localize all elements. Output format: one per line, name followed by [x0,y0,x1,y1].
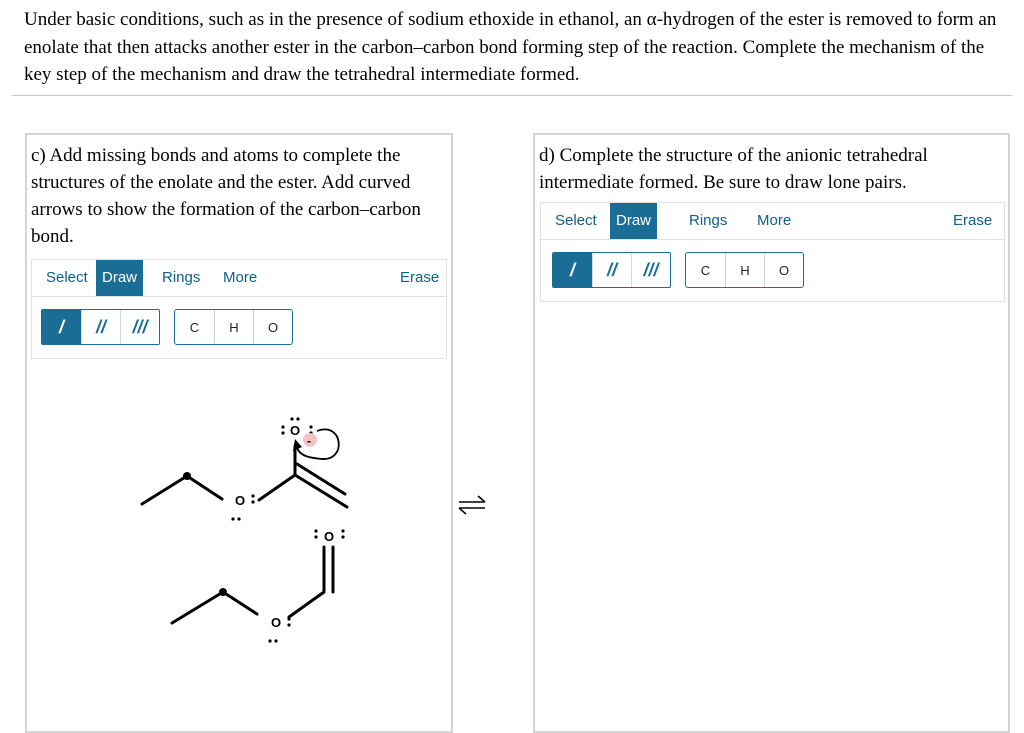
drawing-canvas-c[interactable] [27,361,451,731]
hydrogen-atom-button-c[interactable]: H [214,310,253,344]
ester-bond [172,592,223,623]
enolate-ether-o: O [235,493,246,508]
oxygen-atom-button-c[interactable]: O [253,310,292,344]
enolate-bond [259,475,295,500]
double-bond-button-d[interactable]: // [592,253,631,287]
tab-select-d[interactable]: Select [555,212,597,229]
panel-c-prompt: c) Add missing bonds and atoms to complete the structures of the enolate and the ester. Add curved arrows to show the formation of the carbon–carbon bond. [31,145,421,247]
enolate-carbonyl-o: O [290,423,301,438]
ester-carbonyl-o: O [324,529,335,544]
triple-bond-button-c[interactable]: /// [120,310,159,344]
tab-rings-d[interactable]: Rings [689,212,728,229]
panel-c [25,133,453,733]
atom-dot [183,472,191,480]
equilibrium-arrow-icon [455,493,489,517]
toolbar-c [31,259,447,297]
tab-select-c[interactable]: Select [46,269,88,286]
panel-d [533,133,1010,733]
charge-sign: - [307,434,311,448]
drawing-canvas-d[interactable] [535,305,1008,731]
enolate-bond [187,476,222,499]
tab-more-c[interactable]: More [223,269,258,286]
single-bond-button-c[interactable]: / [42,310,81,344]
atom-buttons-d [685,252,804,288]
ester-structure[interactable] [172,547,333,623]
carbon-atom-button-c[interactable]: C [189,319,200,335]
single-bond-button-d[interactable]: / [553,253,592,287]
enolate-bond [142,476,187,504]
ester-bond [223,592,257,614]
triple-bond-button-d[interactable]: /// [631,253,670,287]
double-bond-button-c[interactable]: // [81,310,120,344]
divider [12,95,1012,96]
bond-buttons-c [41,309,160,345]
erase-button-d[interactable]: Erase [953,212,993,229]
question-text: Under basic conditions, such as in the presence of sodium ethoxide in ethanol, an α-hydrogen of the ester is removed to form an enolate that then attacks another ester in the carbon–carbon bond forming step of the reaction. Complete the mechanism of the key step of the mechanism and draw the tetrahedral intermediate formed. [24,9,997,85]
hydrogen-atom-button-d[interactable]: H [725,253,764,287]
ester-bond [289,592,324,617]
tab-rings-c[interactable]: Rings [162,269,201,286]
oxygen-atom-button-d[interactable]: O [764,253,803,287]
draw-tools-d [540,240,1005,302]
tab-draw-c[interactable]: Draw [96,260,143,296]
ester-ether-o: O [271,615,282,630]
carbon-atom-button-d[interactable]: C [700,262,711,278]
curved-arrow[interactable] [297,429,339,459]
tab-draw-d[interactable]: Draw [610,203,657,239]
panel-d-prompt: d) Complete the structure of the anionic tetrahedral intermediate formed. Be sure to draw lone pairs. [539,145,928,193]
atom-buttons-c [174,309,293,345]
bond-buttons-d [552,252,671,288]
draw-tools-c [31,297,447,359]
toolbar-d [540,202,1005,240]
atom-dot [219,588,227,596]
erase-button-c[interactable]: Erase [400,269,440,286]
tab-more-d[interactable]: More [757,212,792,229]
